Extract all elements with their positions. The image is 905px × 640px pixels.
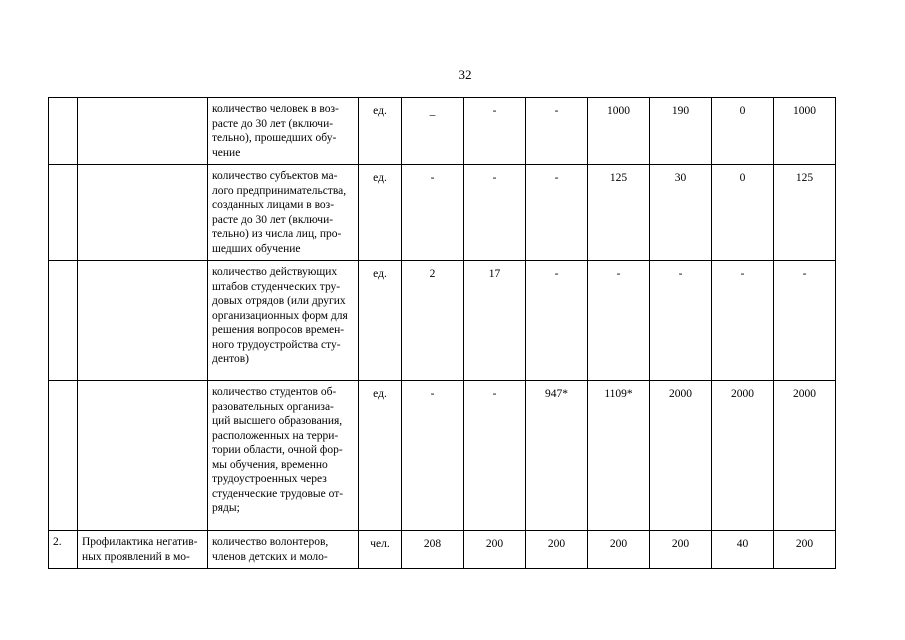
value-cell: 2000 [712,381,774,531]
value-cell: 208 [402,531,464,569]
value-cell: - [650,261,712,381]
row-number: 2. [49,531,78,569]
value-cell: - [526,165,588,261]
value-cell: 200 [650,531,712,569]
unit-cell: ед. [359,165,402,261]
unit-cell: ед. [359,381,402,531]
value-cell: - [712,261,774,381]
value-cell: 200 [774,531,836,569]
unit-cell: ед. [359,98,402,165]
measure-name [78,165,208,261]
value-cell: _ [402,98,464,165]
measure-name: Профилактика негатив- ных проявлений в мо- [78,531,208,569]
table-row [49,165,836,261]
value-cell: 17 [464,261,526,381]
measure-name [78,381,208,531]
value-cell: 1000 [588,98,650,165]
table-row [49,531,836,569]
value-cell: - [588,261,650,381]
value-cell: - [464,98,526,165]
value-cell: - [464,165,526,261]
value-cell: 1000 [774,98,836,165]
value-cell: - [526,261,588,381]
value-cell: 0 [712,98,774,165]
value-cell: 40 [712,531,774,569]
value-cell: 200 [464,531,526,569]
value-cell: 125 [588,165,650,261]
indicators-table [48,97,836,569]
value-cell: - [464,381,526,531]
indicator-name: количество действующих штабов студенческих тру- довых отрядов (или других организационных форм для решения вопросов времен- ного трудоустройства сту- дентов) [208,261,359,381]
row-number [49,98,78,165]
indicator-name: количество волонтеров, членов детских и моло- [208,531,359,569]
indicator-name: количество студентов об- разовательных организа- ций высшего образования, расположенных на терри- тории области, очной фор- мы обучения, временно трудоустроенных через студенческие трудовые от- ряды; [208,381,359,531]
value-cell: - [402,165,464,261]
value-cell: - [774,261,836,381]
value-cell: 2000 [650,381,712,531]
unit-cell: ед. [359,261,402,381]
value-cell: 200 [588,531,650,569]
value-cell: 2000 [774,381,836,531]
table-row [49,98,836,165]
measure-name [78,261,208,381]
value-cell: - [402,381,464,531]
page-number: 32 [458,67,472,82]
value-cell: - [526,98,588,165]
row-number [49,261,78,381]
value-cell: 125 [774,165,836,261]
row-number [49,381,78,531]
row-number [49,165,78,261]
value-cell: 0 [712,165,774,261]
table-row [49,261,836,381]
table-body [49,98,836,569]
table-row [49,381,836,531]
measure-name [78,98,208,165]
value-cell: 2 [402,261,464,381]
value-cell: 30 [650,165,712,261]
unit-cell: чел. [359,531,402,569]
value-cell: 947* [526,381,588,531]
value-cell: 190 [650,98,712,165]
value-cell: 200 [526,531,588,569]
indicator-name: количество субъектов ма- лого предпринимательства, созданных лицами в воз- расте до 30 лет (включи- тельно) из числа лиц, про- шедших обучение [208,165,359,261]
value-cell: 1109* [588,381,650,531]
indicator-name: количество человек в воз- расте до 30 лет (включи- тельно), прошедших обу- чение [208,98,359,165]
